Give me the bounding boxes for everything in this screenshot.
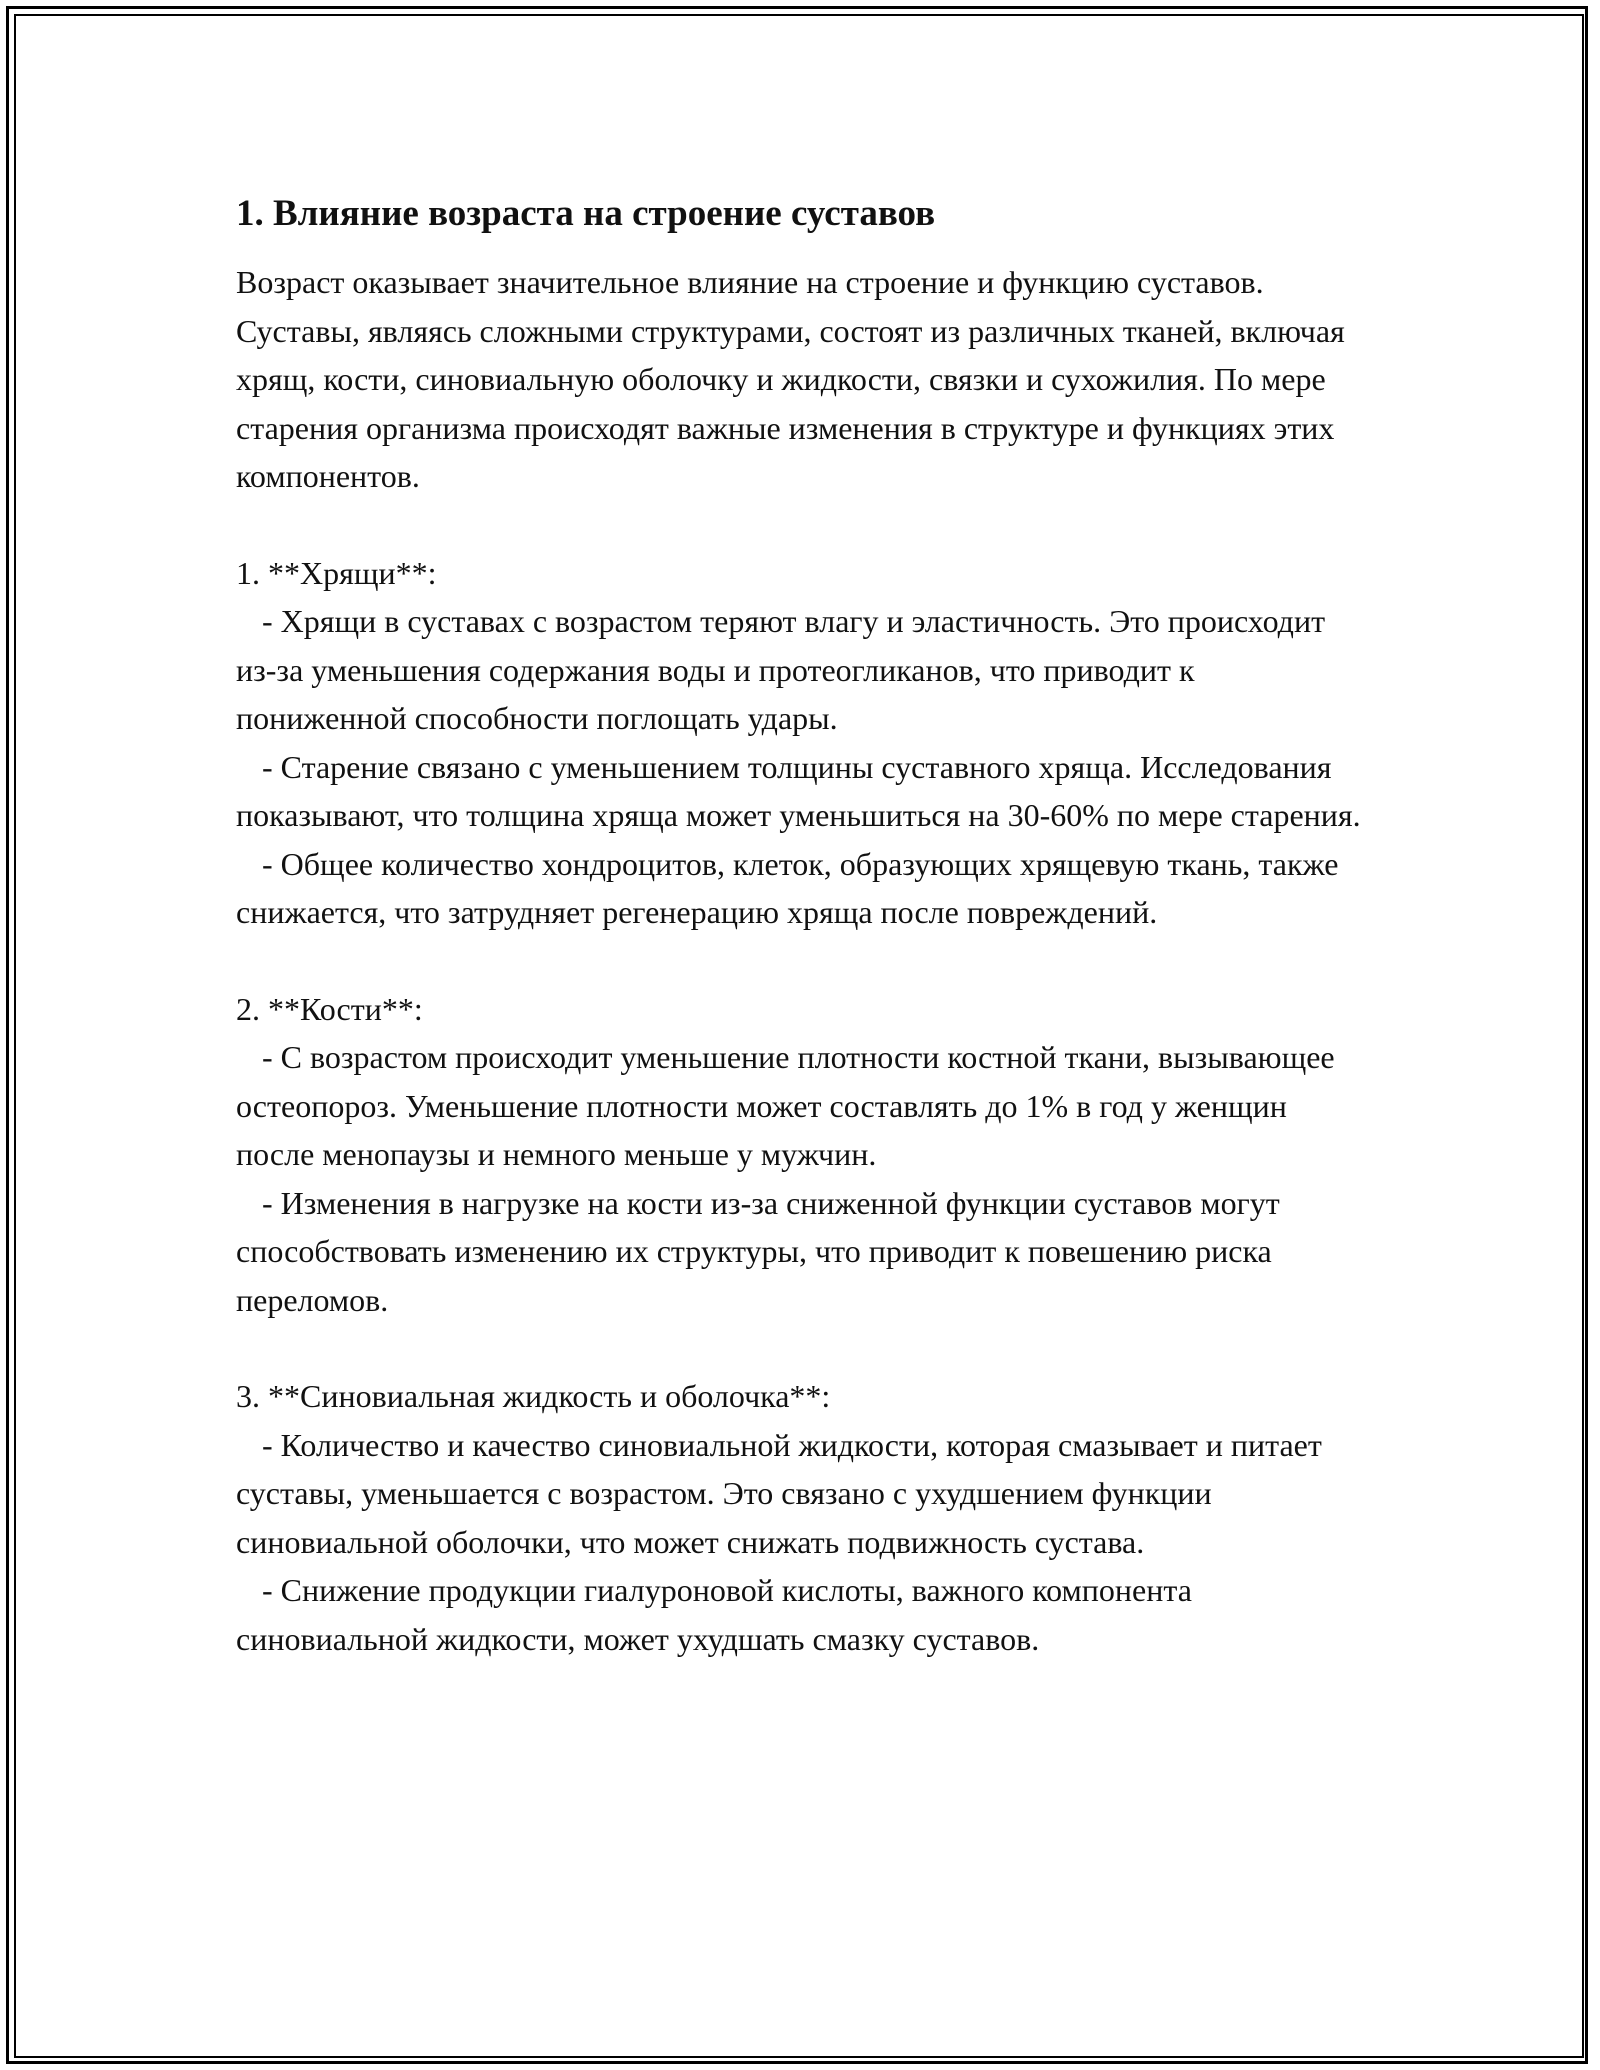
section-point: - Общее количество хондроцитов, клеток, образующих хрящевую ткань, также снижается, что затрудняет регенерацию хряща после повреждений. — [236, 845, 1339, 930]
section-point: - Количество и качество синовиальной жидкости, которая смазывает и питает суставы, уменьшается с возрастом. Это связано с ухудшением функции синовиальной оболочки, что может снижать подвижность сустава. — [236, 1426, 1322, 1560]
section-heading: 2. **Кости**: — [236, 990, 423, 1027]
section-heading: 1. **Хрящи**: — [236, 554, 437, 591]
section-point: - Снижение продукции гиалуроновой кислоты, важного компонента синовиальной жидкости, может ухудшать смазку суставов. — [236, 1572, 1192, 1657]
section-cartilage — [236, 549, 1366, 937]
section-point: - Старение связано с уменьшением толщины суставного хряща. Исследования показывают, что толщина хряща может уменьшиться на 30-60% по мере старения. — [236, 748, 1361, 833]
section-point: - Хрящи в суставах с возрастом теряют влагу и эластичность. Это происходит из-за уменьшения содержания воды и протеогликанов, что приводит к пониженной способности поглощать удары. — [236, 603, 1326, 736]
section-synovial — [236, 1372, 1366, 1663]
document-body — [236, 186, 1366, 1663]
section-point: - С возрастом происходит уменьшение плотности костной ткани, вызывающее остеопороз. Уменьшение плотности может составлять до 1% в год у женщин после менопаузы и немного меньше у мужчин. — [236, 1039, 1335, 1172]
section-bones — [236, 985, 1366, 1325]
document-title: 1. Влияние возраста на строение суставов — [236, 193, 936, 234]
section-heading: 3. **Синовиальная жидкость и оболочка**: — [236, 1378, 831, 1414]
intro-paragraph: Возраст оказывает значительное влияние на строение и функцию суставов. Суставы, являясь сложными структурами, состоят из различных тканей, включая хрящ, кости, синовиальную оболочку и жидкости, связки и сухожилия. По мере старения организма происходят важные изменения в структуре и функциях этих компонентов. — [236, 264, 1345, 494]
section-point: - Изменения в нагрузке на кости из-за сниженной функции суставов могут способствовать изменению их структуры, что приводит к повешению риска переломов. — [236, 1184, 1280, 1318]
